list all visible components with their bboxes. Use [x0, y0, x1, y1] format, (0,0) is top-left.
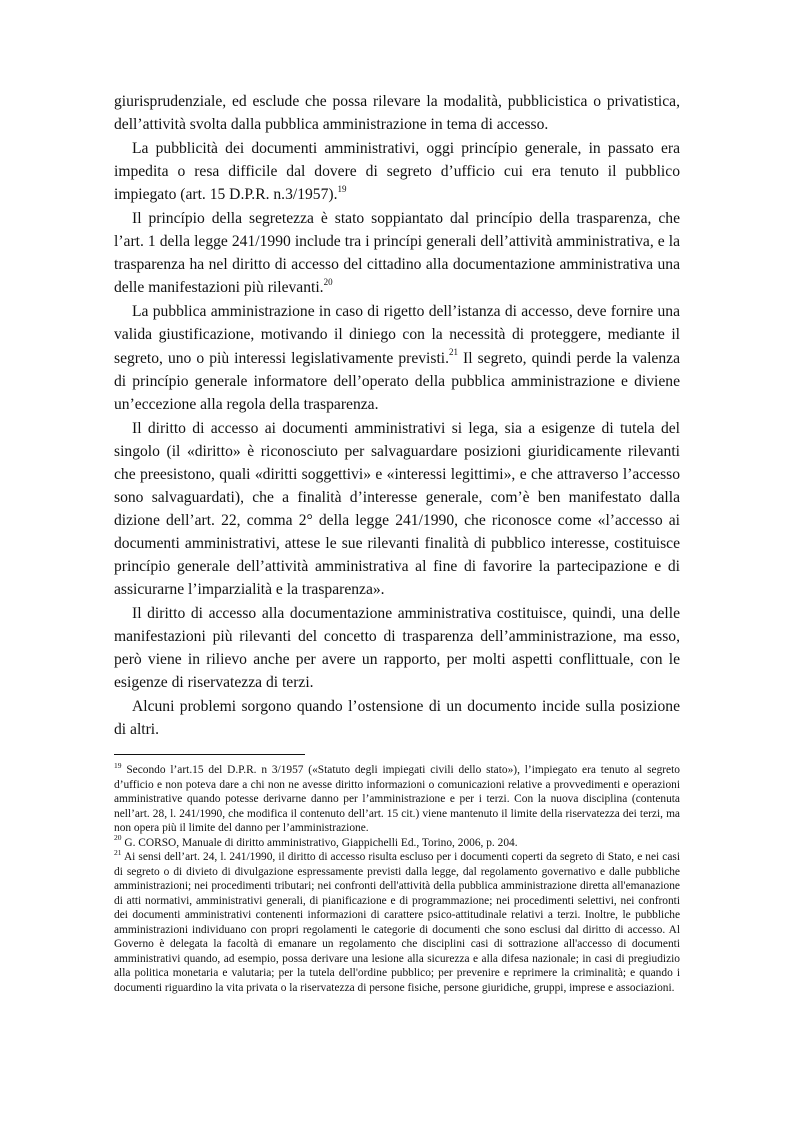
footnote-ref-21[interactable]: 21 [449, 347, 459, 358]
footnote-text: Secondo l’art.15 del D.P.R. n 3/1957 («Statuto degli impiegati civili dello stato»), l’impiegato era tenuto al segreto d’ufficio e non poteva dare a chi non ne avesse diritto informazioni o comunicazioni relative a provvedimenti e operazioni amministrative quando potesse derivarne danno per l’amministrazione e per i terzi. Con la nuova disciplina (contenuta nell’art. 28, l. 241/1990, che modifica il contenuto dell’art. 15 cit.) viene mantenuto il limite della riservatezza dei terzi, ma non opera più il limite del danno per l’amministrazione. [114, 764, 680, 835]
footnote-20 [114, 833, 680, 851]
footnote-number: 19 [114, 760, 122, 770]
paragraph-secrecy [114, 207, 680, 299]
paragraph-text: Il diritto di accesso alla documentazione amministrativa costituisce, quindi, una delle manifestazioni più rilevanti del concetto di trasparenza dell’amministrazione, ma esso, però viene in rilievo anche per avere un rapporto, per molti aspetti conflittuale, con le esigenze di riservatezza di terzi. [114, 605, 680, 692]
document-page [114, 90, 680, 995]
footnote-number: 20 [114, 833, 122, 843]
footnote-number: 21 [114, 847, 122, 857]
footnotes [114, 760, 680, 995]
paragraph-text: La pubblica amministrazione in caso di rigetto dell’istanza di accesso, deve fornire una valida giustificazione, motivando il diniego con la necessità di proteggere, mediante il segreto, uno o più interessi legislativamente previsti. [114, 303, 680, 367]
footnote-19 [114, 760, 680, 836]
footnote-text: G. CORSO, Manuale di diritto amministrativo, Giappichelli Ed., Torino, 2006, p. 204. [124, 836, 518, 849]
paragraph-publicity [114, 137, 680, 206]
paragraph-text: La pubblicità dei documenti amministrativi, oggi princípio generale, in passato era impedita o resa difficile dal dovere di segreto d’ufficio cui era tenuto il pubblico impiegato (art. 15 D.P.R. n.3/1957). [114, 140, 680, 204]
footnote-21 [114, 847, 680, 995]
paragraph-text: giurisprudenziale, ed esclude che possa rilevare la modalità, pubblicistica o privatistica, dell’attività svolta dalla pubblica amministrazione in tema di accesso. [114, 93, 680, 134]
footnote-ref-20[interactable]: 20 [323, 277, 333, 288]
footnote-text: Ai sensi dell’art. 24, l. 241/1990, il diritto di accesso risulta escluso per i documenti coperti da segreto di Stato, e nei casi di segreto o di divieto di divulgazione espressamente previsti dalla legge, dal regolamento governativo e dalle pubbliche amministrazioni; nei procedimenti tributari; nei confronti dell'attività della pubblica amministrazione diretta all'emanazione di atti normativi, amministrativi generali, di pianificazione e di programmazione; nei procedimenti selettivi, nei confronti dei documenti amministrativi contenenti informazioni di carattere psico-attitudinale relativi a terzi. Inoltre, le pubbliche amministrazioni individuano con propri regolamenti le categorie di documenti che sono esclusi dal diritto di accesso. Al Governo è delegata la facoltà di emanare un regolamento che disciplini casi di sottrazione all'accesso di documenti amministrativi quando, ad esempio, possa derivare una lesione alla sicurezza e alla difesa nazionale; in casi di pregiudizio alla politica monetaria e valutaria; per la tutela dell'ordine pubblico; per prevenire e reprimere la criminalità; e quando i documenti riguardino la vita privata o la riservatezza di persone fisiche, persone giuridiche, gruppi, imprese e associazioni. [114, 851, 680, 994]
paragraph-problems [114, 695, 680, 741]
paragraph-text: Il princípio della segretezza è stato soppiantato dal princípio della trasparenza, che l’art. 1 della legge 241/1990 include tra i princípi generali dell’attività amministrativa, e la trasparenza ha nel diritto di accesso del cittadino alla documentazione amministrativa una delle manifestazioni più rilevanti. [114, 210, 680, 297]
paragraph-text: Il segreto, quindi perde la valenza di princípio generale informatore dell’operato della pubblica amministrazione e diviene un’eccezione alla regola della trasparenza. [114, 349, 680, 413]
paragraph-text: Il diritto di accesso ai documenti amministrativi si lega, sia a esigenze di tutela del singolo (il «diritto» è riconosciuto per salvaguardare posizioni giuridicamente rilevanti che preesistono, quali «diritti soggettivi» e «interessi legittimi», e che attraverso l’accesso sono salvaguardati), che a finalità d’interesse generale, com’è ben manifestato dalla dizione dell’art. 22, comma 2° della legge 241/1990, che riconosce come «l’accesso ai documenti amministrativi, attese le sue rilevanti finalità di pubblico interesse, costituisce princípio generale dell’attività amministrativa al fine di favorire la partecipazione e di assicurarne l’imparzialità e la trasparenza». [114, 419, 680, 598]
paragraph-rejection [114, 300, 680, 415]
paragraph-text: Alcuni problemi sorgono quando l’ostensione di un documento incide sulla posizione di altri. [114, 698, 680, 739]
footnote-ref-19[interactable]: 19 [337, 184, 347, 194]
paragraph-continuation [114, 90, 680, 136]
body-text [114, 90, 680, 741]
footnote-separator [114, 754, 305, 755]
paragraph-transparency [114, 602, 680, 694]
paragraph-access-right [114, 417, 680, 601]
